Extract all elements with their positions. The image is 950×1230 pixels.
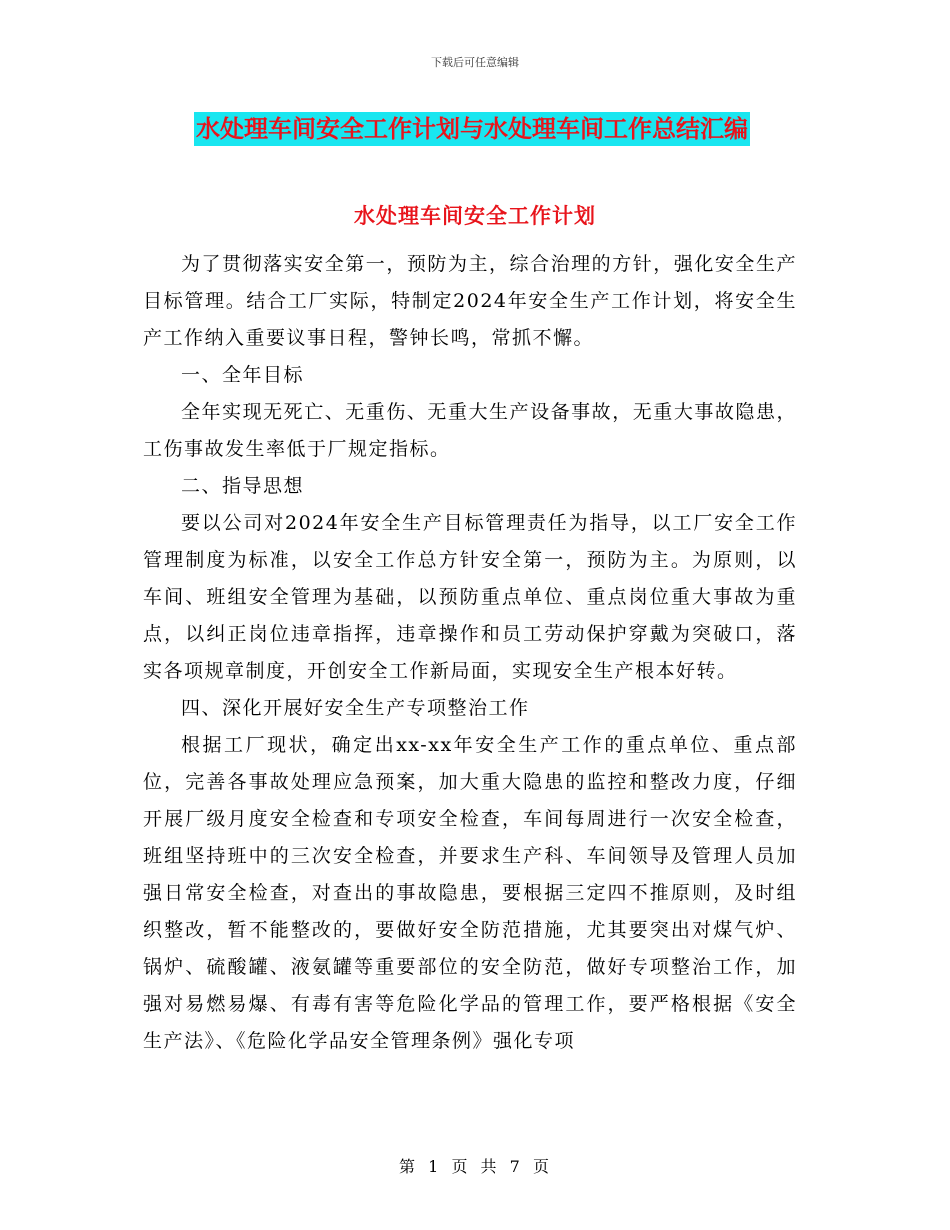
- footer-total-word: 共: [480, 1157, 499, 1176]
- document-title: 水处理车间安全工作计划与水处理车间工作总结汇编: [194, 112, 750, 146]
- header-note: 下载后可任意编辑: [431, 56, 519, 69]
- special-rectification-paragraph: 根据工厂现状，确定出xx-xx年安全生产工作的重点单位、重点部位，完善各事故处理应急预案，加大重大隐患的监控和整改力度，仔细开展厂级月度安全检查和专项安全检查，车间每周进行一次安全检查，班组坚持班中的三次安全检查，并要求生产科、车间领导及管理人员加强日常安全检查，对查出的事故隐患，要根据三定四不推原则，及时组织整改，暂不能整改的，要做好安全防范措施，尤其要突出对煤气炉、锅炉、硫酸罐、液氨罐等重要部位的安全防范，做好专项整治工作，加强对易燃易爆、有毒有害等危险化学品的管理工作，要严格根据《安全生产法》、《危险化学品安全管理条例》强化专项: [143, 734, 797, 1052]
- current-page-number: 1: [428, 1157, 441, 1176]
- footer-suffix: 页: [532, 1157, 551, 1176]
- footer-prefix: 第: [399, 1157, 418, 1176]
- total-pages-number: 7: [509, 1157, 522, 1176]
- footer-page-word: 页: [451, 1157, 470, 1176]
- page-footer: [0, 1154, 950, 1177]
- annual-goal-paragraph: 全年实现无死亡、无重伤、无重大生产设备事故，无重大事故隐患，工伤事故发生率低于厂规定指标。: [143, 401, 797, 460]
- intro-paragraph: 为了贯彻落实安全第一，预防为主，综合治理的方针，强化安全生产目标管理。结合工厂实际，特制定2024年安全生产工作计划，将安全生产工作纳入重要议事日程，警钟长鸣，常抓不懈。: [143, 253, 797, 349]
- document-body: [143, 246, 797, 1060]
- heading-annual-goal: 一、全年目标: [181, 364, 305, 386]
- section-title: 水处理车间安全工作计划: [354, 204, 596, 228]
- heading-guiding-thought: 二、指导思想: [181, 475, 305, 497]
- guiding-thought-paragraph: 要以公司对2024年安全生产目标管理责任为指导，以工厂安全工作管理制度为标准，以安全工作总方针安全第一，预防为主。为原则，以车间、班组安全管理为基础，以预防重点单位、重点岗位重大事故为重点，以纠正岗位违章指挥，违章操作和员工劳动保护穿戴为突破口，落实各项规章制度，开创安全工作新局面，实现安全生产根本好转。: [143, 512, 797, 682]
- heading-special-rectification: 四、深化开展好安全生产专项整治工作: [181, 697, 530, 719]
